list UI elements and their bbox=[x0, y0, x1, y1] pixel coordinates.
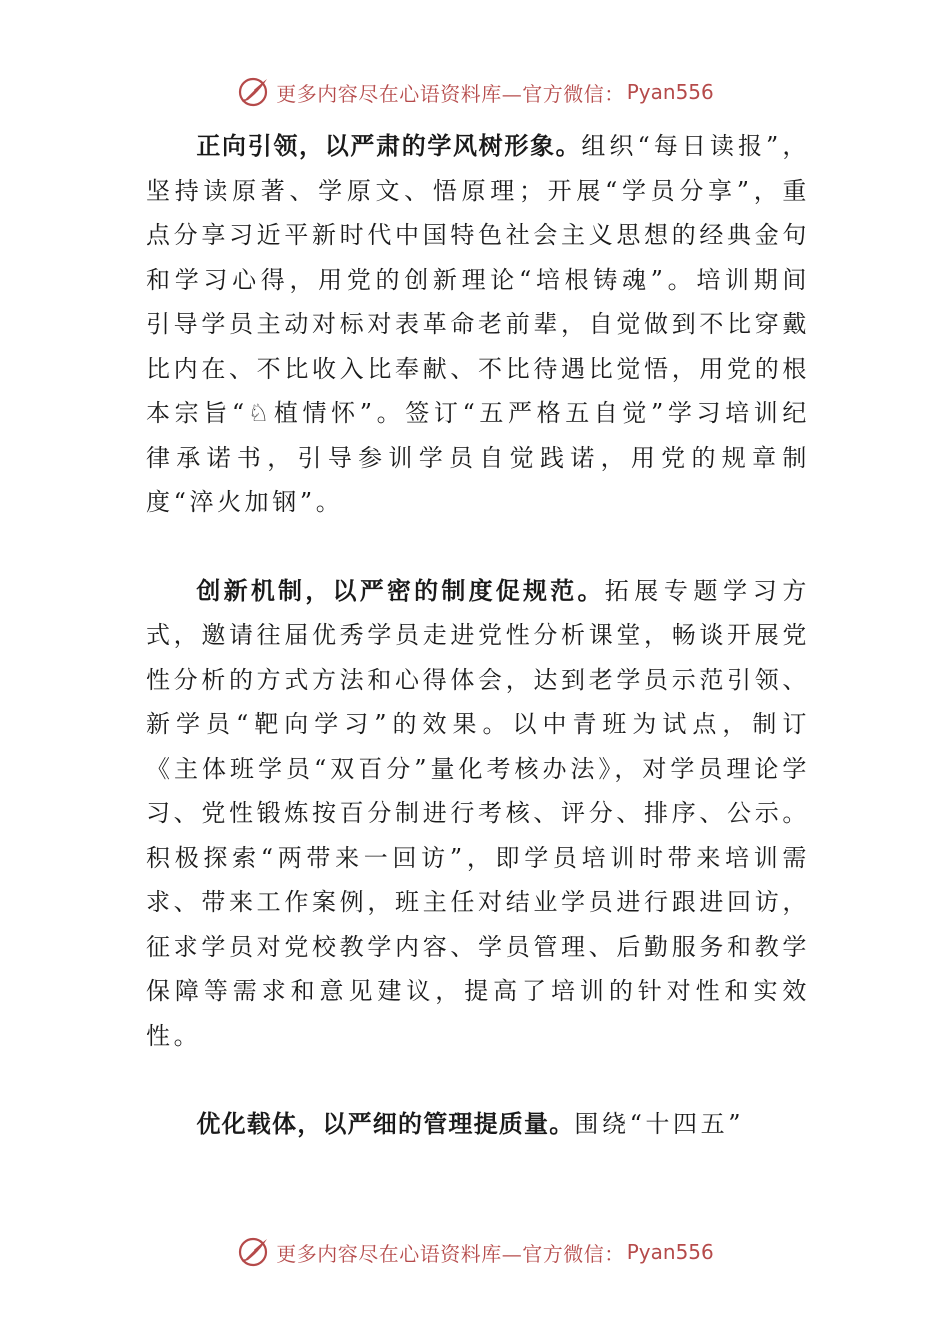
watermark-banner-top bbox=[0, 72, 950, 112]
paragraph-1 bbox=[146, 124, 810, 525]
watermark-id: Pyan556 bbox=[626, 1240, 714, 1264]
paragraph-3 bbox=[146, 1102, 810, 1147]
watermark-id: Pyan556 bbox=[626, 80, 714, 104]
feather-circle-logo-icon bbox=[236, 75, 270, 109]
watermark-text: 更多内容尽在心语资料库—官方微信： bbox=[276, 1241, 625, 1266]
paragraph-1-lead: 正向引领，以严肃的学风树形象。 bbox=[196, 132, 582, 160]
feather-circle-logo-icon bbox=[236, 1235, 270, 1269]
paragraph-2-body: 拓展专题学习方式，邀请往届优秀学员走进党性分析课堂，畅谈开展党性分析的方式方法和心得体会，达到老学员示范引领、新学员“靶向学习”的效果。以中青班为试点，制订《主体班学员“双百分”量化考核办法》，对学员理论学习、党性锻炼按百分制进行考核、评分、排序、公示。积极探索“两带来一回访”，即学员培训时带来培训需求、带来工作案例，班主任对结业学员进行跟进回访，征求学员对党校教学内容、学员管理、后勤服务和教学保障等需求和意见建议，提高了培训的针对性和实效性。 bbox=[146, 576, 811, 1050]
watermark-banner-bottom bbox=[0, 1232, 950, 1272]
watermark-text: 更多内容尽在心语资料库—官方微信： bbox=[276, 81, 625, 106]
document-body bbox=[146, 124, 810, 1191]
paragraph-3-lead: 优化载体，以严细的管理提质量。 bbox=[196, 1110, 575, 1138]
paragraph-1-body: 组织“每日读报”，坚持读原著、学原文、悟原理；开展“学员分享”，重点分享习近平新时代中国特色社会主义思想的经典金句和学习心得，用党的创新理论“培根铸魂”。培训期间引导学员主动对标对表革命老前辈，自觉做到不比穿戴比内在、不比收入比奉献、不比待遇比觉悟，用党的根本宗旨“♘植情怀”。签订“五严格五自觉”学习培训纪律承诺书，引导参训学员自觉践诺，用党的规章制度“淬火加钢”。 bbox=[146, 132, 810, 516]
paragraph-2-lead: 创新机制，以严密的制度促规范。 bbox=[196, 576, 605, 605]
paragraph-3-body: 围绕“十四五” bbox=[574, 1110, 745, 1138]
paragraph-2 bbox=[146, 569, 810, 1059]
